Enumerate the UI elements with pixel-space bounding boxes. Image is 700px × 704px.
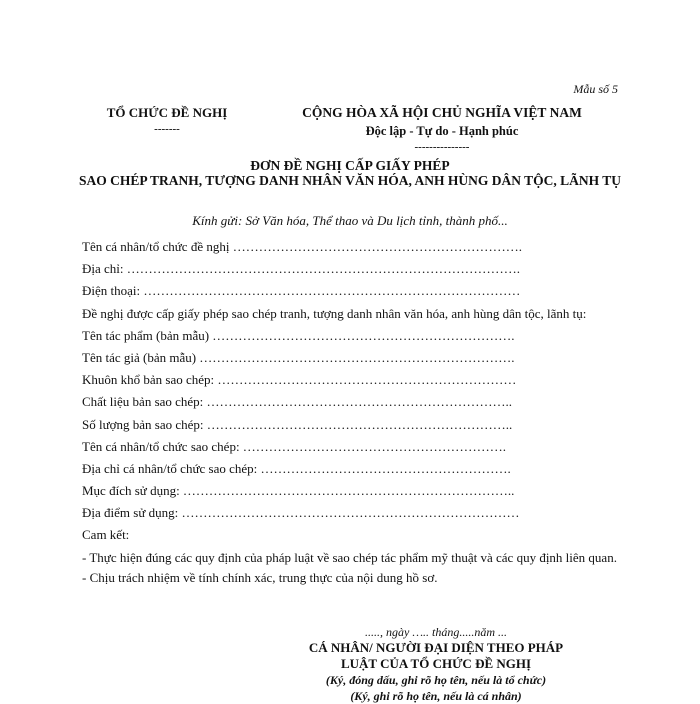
org-label: TỔ CHỨC ĐỀ NGHỊ [106, 105, 228, 120]
field-copy-size: Khuôn khổ bản sao chép: …………………………………………………………… [82, 372, 517, 388]
field-copier-address: Địa chỉ cá nhân/tổ chức sao chép: …………………………………………………. [82, 460, 511, 476]
commitment-label: Cam kết: [82, 527, 130, 543]
commitment-item-1: - Thực hiện đúng các quy định của pháp luật về sao chép tác phẩm mỹ thuật và các quy định liên quan. [82, 549, 617, 565]
commitment-item-2: - Chịu trách nhiệm về tính chính xác, trung thực của nội dung hồ sơ. [82, 569, 438, 585]
signature-note-org: (Ký, đóng dấu, ghi rõ họ tên, nếu là tổ chức) [325, 673, 547, 687]
motto-dash: --------------- [414, 141, 470, 153]
signer-role-line-1: CÁ NHÂN/ NGƯỜI ĐẠI DIỆN THEO PHÁP [308, 640, 564, 655]
field-work-title: Tên tác phẩm (bản mẫu) ……………………………………………………………. [82, 327, 515, 343]
field-applicant-name: Tên cá nhân/tổ chức đề nghị …………………………………………………………. [82, 239, 522, 254]
org-block [82, 104, 252, 136]
field-copy-material: Chất liệu bản sao chép: …………………………………………………………….. [82, 394, 513, 410]
title-line-1: ĐƠN ĐỀ NGHỊ CẤP GIẤY PHÉP [250, 158, 450, 173]
form-number: Mẫu số 5 [573, 82, 618, 96]
request-statement: Đề nghị được cấp giấy phép sao chép tranh, tượng danh nhân văn hóa, anh hùng dân tộc, lãnh tụ: [82, 305, 587, 321]
document-title [70, 158, 630, 188]
national-block [262, 104, 622, 154]
recipient-line: Kính gửi: Sở Văn hóa, Thể thao và Du lịch tỉnh, thành phố... [192, 213, 508, 228]
country-name: CỘNG HÒA XÃ HỘI CHỦ NGHĨA VIỆT NAM [302, 105, 582, 120]
field-copier-name: Tên cá nhân/tổ chức sao chép: ……………………………………………………. [82, 438, 507, 454]
field-copy-quantity: Số lượng bản sao chép: …………………………………………………………….. [82, 416, 513, 432]
field-purpose: Mục đích sử dụng: ………………………………………………………………….. [82, 483, 515, 499]
title-line-2: SAO CHÉP TRANH, TƯỢNG DANH NHÂN VĂN HÓA, ANH HÙNG DÂN TỘC, LÃNH TỤ [78, 173, 622, 188]
field-phone: Điện thoại: …………………………………………………………………………… [82, 283, 521, 299]
org-dash: ------- [154, 123, 180, 135]
document-header [82, 104, 622, 152]
form-fields [82, 236, 622, 589]
signature-note-person: (Ký, ghi rõ họ tên, nếu là cá nhân) [350, 689, 522, 703]
field-usage-location: Địa điểm sử dụng: …………………………………………………………………… [82, 505, 520, 521]
field-address: Địa chỉ: ………………………………………………………………………………. [82, 261, 521, 277]
signature-block [296, 624, 576, 704]
date-line: ....., ngày ….. tháng.....năm ... [365, 625, 507, 639]
field-work-author: Tên tác giả (bản mẫu) ………………………………………………………………. [82, 349, 515, 365]
signer-role-line-2: LUẬT CỦA TỔ CHỨC ĐỀ NGHỊ [340, 656, 532, 671]
national-motto: Độc lập - Tự do - Hạnh phúc [365, 124, 519, 138]
